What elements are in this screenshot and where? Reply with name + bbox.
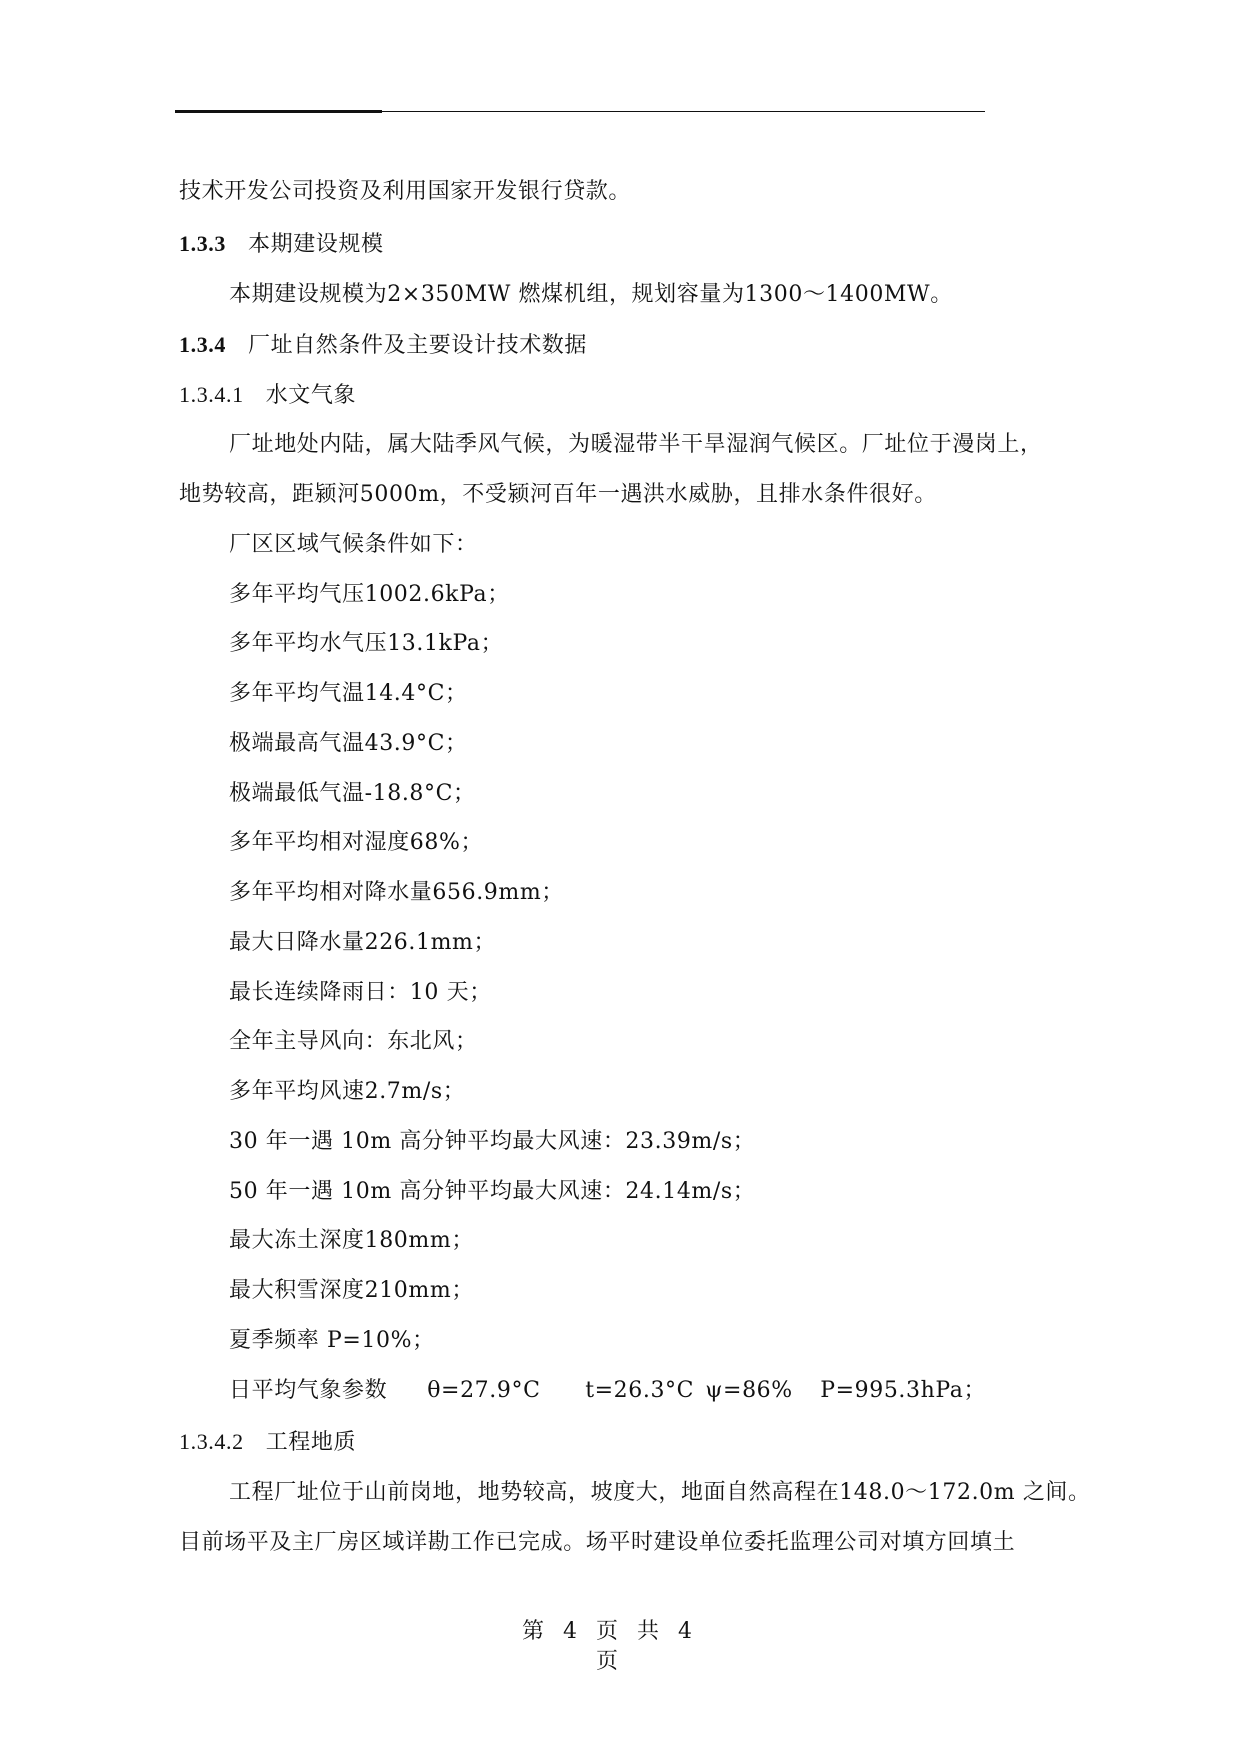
climate-item: 多年平均气温14.4°C； bbox=[229, 681, 468, 706]
body-text-line: 厂区区域气候条件如下： bbox=[229, 532, 478, 557]
section-heading-1-3-3 bbox=[179, 229, 384, 260]
subsection-number: 1.3.4.2 bbox=[179, 1429, 244, 1454]
subsection-number: 1.3.4.1 bbox=[179, 382, 244, 407]
body-text-line: 技术开发公司投资及利用国家开发银行贷款。 bbox=[179, 179, 632, 204]
climate-item: 夏季频率 P=10%； bbox=[229, 1328, 435, 1353]
climate-item: 多年平均水气压13.1kPa； bbox=[229, 631, 504, 656]
page-footer-line-1: 第 4 页 共 4 bbox=[522, 1619, 698, 1644]
section-number: 1.3.4 bbox=[179, 332, 226, 357]
climate-item: 最大日降水量226.1mm； bbox=[229, 930, 497, 955]
header-rule-accent bbox=[175, 110, 382, 113]
climate-item: 全年主导风向：东北风； bbox=[229, 1029, 478, 1054]
body-text-line: 本期建设规模为2×350MW 燃煤机组，规划容量为1300～1400MW。 bbox=[229, 282, 953, 307]
climate-item: 多年平均气压1002.6kPa； bbox=[229, 582, 510, 607]
subsection-heading-1-3-4-2 bbox=[179, 1427, 356, 1458]
section-heading-1-3-4 bbox=[179, 330, 587, 361]
section-title: 本期建设规模 bbox=[248, 232, 384, 257]
climate-item: 50 年一遇 10m 高分钟平均最大风速：24.14m/s； bbox=[229, 1179, 756, 1204]
param-theta: θ=27.9°C bbox=[427, 1378, 541, 1403]
climate-item: 多年平均相对湿度68%； bbox=[229, 830, 484, 855]
section-number: 1.3.3 bbox=[179, 231, 226, 256]
climate-item: 最大冻土深度180mm； bbox=[229, 1228, 474, 1253]
body-text-line: 工程厂址位于山前岗地，地势较高，坡度大，地面自然高程在148.0～172.0m 之间。 bbox=[229, 1480, 1091, 1505]
subsection-heading-1-3-4-1 bbox=[179, 380, 356, 411]
climate-item: 30 年一遇 10m 高分钟平均最大风速：23.39m/s； bbox=[229, 1129, 756, 1154]
subsection-title: 工程地质 bbox=[265, 1430, 357, 1455]
daily-weather-parameters bbox=[229, 1376, 986, 1406]
climate-item: 多年平均风速2.7m/s； bbox=[229, 1079, 466, 1104]
body-text-line: 地势较高，距颍河5000m，不受颍河百年一遇洪水威胁，且排水条件很好。 bbox=[179, 482, 937, 507]
climate-item: 极端最低气温-18.8°C； bbox=[229, 781, 476, 806]
climate-item: 最长连续降雨日：10 天； bbox=[229, 980, 492, 1005]
param-psi: ψ=86% bbox=[705, 1378, 793, 1403]
body-text-line: 目前场平及主厂房区域详勘工作已完成。场平时建设单位委托监理公司对填方回填土 bbox=[179, 1530, 1016, 1555]
body-text-line: 厂址地处内陆，属大陆季风气候，为暖湿带半干旱湿润气候区。厂址位于漫岗上， bbox=[229, 432, 1043, 457]
param-t: t=26.3°C bbox=[585, 1378, 695, 1403]
climate-item: 极端最高气温43.9°C； bbox=[229, 731, 468, 756]
subsection-title: 水文气象 bbox=[265, 383, 357, 408]
page-footer-line-2: 页 bbox=[595, 1649, 624, 1674]
climate-item: 最大积雪深度210mm； bbox=[229, 1278, 474, 1303]
climate-item: 多年平均相对降水量656.9mm； bbox=[229, 880, 564, 905]
param-p: P=995.3hPa； bbox=[820, 1378, 987, 1403]
params-label: 日平均气象参数 bbox=[229, 1378, 388, 1403]
section-title: 厂址自然条件及主要设计技术数据 bbox=[248, 333, 588, 358]
